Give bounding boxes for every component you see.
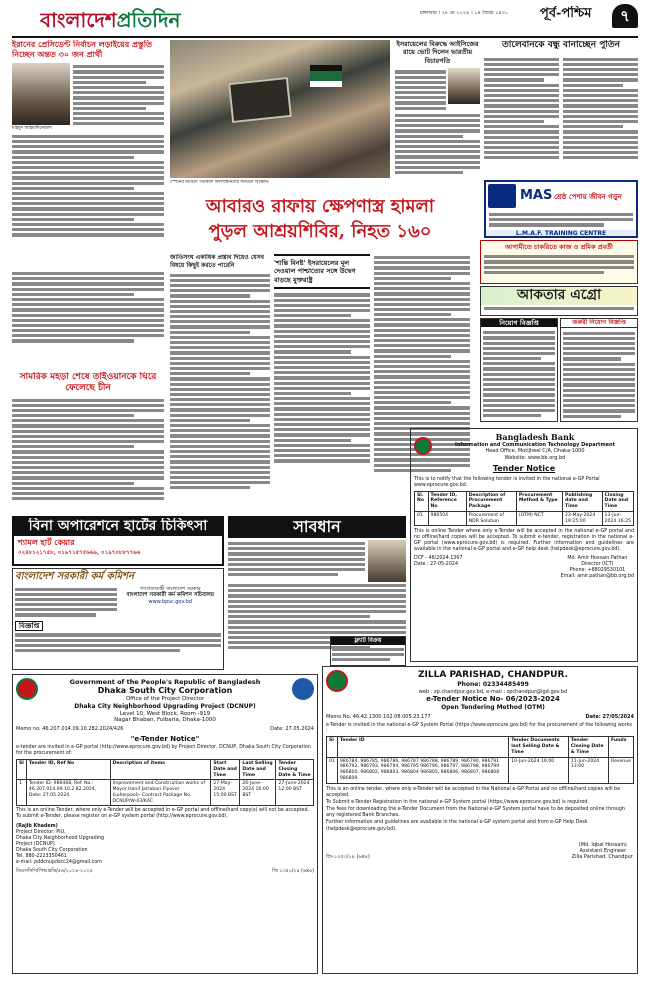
dscc-signer: [16, 824, 314, 866]
chandpur-phone: Phone: 02334485499: [457, 681, 529, 689]
bb-tender-table: [414, 491, 634, 527]
chandpur-header-2: Tender Documents last Selling Date & Time: [509, 737, 569, 757]
masthead-rule: [12, 36, 638, 38]
bb-signer-title: Director (ICT): [581, 562, 614, 568]
coaching-ad: [480, 240, 638, 284]
bb-cell-0-1: 986504: [428, 511, 466, 525]
story-rafah-headline-2: পুড়ল আশ্রয়শিবির, নিহত ১৬০: [208, 221, 432, 243]
dscc-signer-line-1: Dhaka City Neighborhood Upgrading: [16, 836, 105, 842]
ahmadinejad-photo: [12, 63, 70, 125]
photo-caption: মাহমুদ আহমাদিনেজাদ: [12, 126, 52, 132]
coaching-ad-headline: আগামীতে চাকরিতে কাজ ও শ্রমিক প্রবর্তী: [505, 243, 613, 251]
flat-sale-ad: [330, 636, 406, 666]
chandpur-header-4: Funds: [608, 737, 633, 757]
bb-tender-note: This is online Tender where only e-Tender will be accepted in the national e-GP portal and no offline/hard copies will be accepted. To submit e-tender, registration in the national e-GP portal (www.eprocure.gov.bd) is required. Further information and guidelines are available in the national e-GP portal and e-GP help desk (helpdesk@eprocure.gov.bd).: [414, 529, 634, 553]
bangladesh-bank-logo: [414, 437, 432, 455]
newspaper-logo: [40, 8, 210, 36]
story-putin-headline: তালেবানকে বন্ধু বানাচ্ছেন পুতিন: [501, 40, 621, 50]
dscc-header-2: Description of items: [110, 760, 211, 780]
dscc-note: This is an online Tender, where only e-Tender will be accepted in e-GP portal and offline/hard copy(s) will not be accepted. To submit e-Tender, please register on e-GP system portal (http://www.eprocure.gov.bd).: [16, 808, 310, 820]
chandpur-date: Date: 27/05/2024: [585, 714, 634, 721]
bb-phone: Phone: +88029530101: [569, 568, 626, 574]
bb-cell-0-5: 13-Jun-2024 16:25: [602, 511, 633, 525]
bb-header-2: Description of Procurement Package: [466, 491, 516, 511]
dscc-addr1: Level 10, West Block, Room -919: [119, 710, 211, 717]
dscc-header-1: Tender ID, Ref No: [26, 760, 110, 780]
dscc-signer-line-5: e-mail: pddcnupdscc24@gmail.com: [16, 860, 102, 866]
psc-notice-label: বিজ্ঞপ্তি: [15, 621, 43, 632]
chandpur-header-0: Sl: [327, 737, 338, 757]
story-icj-headline: ইসরায়েলের বিরুদ্ধে আইসিজের রায়ে ভোট দিলেন ভারতীয় বিচারপতি: [396, 40, 479, 65]
rafah-pullquote-box: [274, 254, 370, 289]
chandpur-notice-no: e-Tender Notice No- 06/2023-2024: [426, 695, 560, 703]
dscc-logo-icon: [292, 678, 314, 700]
story-rafah-headline-block: [170, 194, 470, 252]
story-taiwan: [12, 372, 164, 512]
page-number: ৭: [612, 4, 638, 28]
chandpur-title: ZILLA PARISHAD, CHANDPUR.: [418, 670, 568, 680]
bb-header-4: Publishing date and Time: [563, 491, 603, 511]
psc-office-heading: গণপ্রজাতন্ত্রী বাংলাদেশ সরকার: [139, 585, 201, 592]
bb-header-0: Sl. No: [415, 491, 429, 511]
dscc-tender-notice: [12, 674, 318, 974]
mas-title: MAS: [520, 187, 553, 203]
urgent-job-notice-ad: [560, 318, 638, 422]
mas-ad: [484, 180, 638, 238]
dscc-office: Office of the Project Director: [125, 696, 205, 703]
dscc-memo: Memo no. 46.207.014.09.10.282.2024/426: [16, 726, 124, 733]
story-iran-continued: [12, 270, 164, 368]
logo-part-2: প্রতিদিন: [116, 8, 181, 32]
dscc-project: Dhaka City Neighborhood Upgrading Project (DCNUP): [74, 703, 256, 710]
chandpur-method: Open Tendering Method (OTM): [441, 703, 545, 711]
urgent-job-notice-title: জরুরী নিয়োগ বিজ্ঞপ্তি: [561, 319, 637, 328]
dscc-signer-line-2: Project (DCNUP): [16, 842, 55, 848]
dscc-corp: Dhaka South City Corporation: [97, 686, 233, 696]
judge-photo: [448, 68, 480, 104]
akotar-agro-ad: [480, 286, 638, 316]
table-row: [17, 780, 314, 806]
bb-header-5: Closing Date and Time: [602, 491, 633, 511]
psc-office-name: বাংলাদেশ সরকারী কর্ম কমিশন সচিবালয়: [126, 591, 214, 598]
chandpur-cell-0-2: 10-Jun-2024 16:00: [509, 757, 569, 783]
rafah-protest-photo: [170, 40, 390, 178]
dscc-header-0: Sl: [17, 760, 27, 780]
bb-signer-name: Md. Amir Hossain Pathan: [567, 556, 628, 562]
story-icj: [395, 40, 480, 190]
chandpur-note-2: To Submit e-Tender Registration in the national e-GP System portal (https://www.eprocure.gov.bd) is required.: [326, 800, 589, 806]
chandpur-cell-0-4: Revenue: [608, 757, 633, 783]
chandpur-ref: জি-১৩৫৩/২৪ (৬x৪): [326, 854, 370, 861]
suspect-photo: [368, 540, 406, 582]
chandpur-signer-title: Assistant Engineer: [579, 847, 627, 854]
dscc-signer-line-3: Dhaka South City Corporation: [16, 848, 88, 854]
bb-dept: Information and Communication Technology Department: [455, 442, 615, 448]
heart-ad-title: বিনা অপারেশনে হার্টের চিকিৎসা: [14, 518, 222, 536]
gov-seal-icon: [16, 678, 38, 700]
chandpur-cell-0-0: 01: [327, 757, 338, 783]
dscc-addr2: Nagar Bhaban, Fulbaria, Dhaka-1000: [114, 717, 216, 724]
bb-cell-0-0: 01: [415, 511, 429, 525]
protest-banner: [228, 77, 292, 123]
dscc-cell-0-4: 26-June-2024 16:00 BST: [240, 780, 276, 806]
chandpur-header-3: Tender Closing Date & Time: [568, 737, 608, 757]
heart-care-ad: [12, 516, 224, 566]
bb-tender-notice: [410, 428, 638, 662]
dscc-gd: জি ১৩৫০/২৪ (৬x৪): [272, 869, 314, 875]
chandpur-web: web : zp.chandpur.gov.bd, e-mail : zpchandpur@lgd.gov.bd: [418, 688, 568, 695]
bb-date: Date : 27-05-2024: [414, 562, 459, 568]
mas-subtitle: শ্রেষ্ঠ পেশায় জীবন গড়ুন: [553, 192, 622, 201]
logo-part-1: বাংলাদেশ: [40, 8, 117, 32]
dscc-signer-name: (Rajib Khadem): [16, 824, 58, 830]
bb-cell-0-3: (OTM) NCT: [516, 511, 562, 525]
dscc-cell-0-0: 1: [17, 780, 27, 806]
story-rafah-headline-1: আবারও রাফায় ক্ষেপণাস্ত্র হামলা: [205, 196, 435, 217]
heart-ad-subtitle: শ্যামল হার্ট কেয়ার: [18, 537, 75, 547]
dscc-header-3: Start Date and Time: [211, 760, 240, 780]
dscc-title: "e-Tender Notice": [130, 734, 200, 743]
dscc-ref: ডিএসসিসি/পিআরডি/৫৬/২০২৪-২০২৫: [16, 869, 93, 875]
rafah-photo-caption: স্পেনের মাদ্রিদে গতকাল ফিলিস্তিনিদের সমর্থনে বিক্ষোভ: [170, 180, 269, 185]
bb-tender-title: Tender Notice: [492, 463, 556, 473]
bb-cell-0-4: 23-May-2024 19:25:00: [563, 511, 603, 525]
bb-org: Bangladesh Bank: [495, 432, 575, 442]
dscc-intro: e-tender are invited in e-GP portal (http://www.eprocure.gov.bd) by Project Director, DCNUP, Dhaka South City Corporation for the procurement of:: [16, 745, 311, 757]
job-notice-title: নিয়োগ বিজ্ঞপ্তি: [481, 319, 557, 327]
warning-banner: [228, 516, 406, 538]
story-rafah-col2: [274, 254, 370, 512]
chandpur-note-1: This is an online tender, where only e-Tender will be accepted in the National e-GP Portal and no offline/hard copies will be accepted.: [326, 786, 621, 799]
rafah-sidebar-headline: জাতিসংঘ একাধিক প্রস্তাব দিয়েও যেসব বিষয়ে কিছুই করতে পারেনি: [170, 254, 265, 269]
bb-header-1: Tender ID, Reference No: [428, 491, 466, 511]
psc-notice: [12, 568, 224, 670]
dscc-cell-0-2: Improvement and Construction works of Mayor Hanif Jatrabari Flyover (Lohorpool)- Contract Package No. DCNUP/W-03/KAC: [110, 780, 211, 806]
bb-cell-0-2: Procurement of NDR Solution: [466, 511, 516, 525]
akotar-name: আকতার এগ্রো: [481, 287, 637, 305]
story-iran-headline: ইরানের প্রেসিডেন্ট নির্বাচন লড়াইয়ের প্রস্তুতি নিচ্ছেন অন্তত ৩০ জন প্রার্থী: [12, 40, 153, 59]
story-iran-body: [73, 63, 164, 132]
bb-dcf: DCF - 46/2024-1367: [414, 556, 463, 562]
dscc-cell-0-1: Tender ID: 986468, Ref. No.: 46.207.014.09.10.2 82.2024, Date: 27.05.2024: [26, 780, 110, 806]
dscc-gov: Government of the People's Republic of Bangladesh: [69, 678, 261, 686]
rafah-pullquote: 'শান্তি বিনষ্ট' ইসরায়েলের মূল দেওয়াল পাশ্চাত্যের সঙ্গে উদ্বেগ বাড়ছে যুক্তরাষ্ট্র: [274, 259, 356, 284]
story-iran: [12, 40, 164, 270]
issue-date: মঙ্গলবার । ২৮ মে ২০২৪ । ১৪ জ্যৈষ্ঠ ১৪৩১: [420, 10, 509, 16]
dscc-cell-0-3: 27-May-2024 15:00 BST: [211, 780, 240, 806]
bb-tender-intro: This is to notify that the following tender is invited in the national e-GP Portal www.eprocure.gov.bd:: [414, 476, 600, 488]
warning-title: সাবধান: [293, 517, 341, 536]
dscc-cell-0-5: 27-June-2024 12:00 BST: [276, 780, 314, 806]
chandpur-tender-notice: [322, 666, 638, 974]
chandpur-signer-name: (Md. Iqbal Hossain): [578, 841, 627, 848]
table-row: [327, 757, 634, 783]
story-rafah-col1: [170, 254, 270, 512]
lmaf-name: L.M.A.F. TRAINING CENTRE: [486, 230, 636, 238]
bb-header-3: Procurement Method & Type: [516, 491, 562, 511]
psc-website: www.bpsc.gov.bd: [148, 598, 192, 605]
flat-sale-title: ফ্ল্যাট বিক্রয়: [331, 637, 405, 645]
chandpur-header-1: Tender ID: [337, 737, 508, 757]
dscc-signer-line-4: Tel. 880-2223350461: [16, 854, 67, 860]
dscc-header-4: Last Selling Date and Time: [240, 760, 276, 780]
chandpur-memo: Memo No. 46.42.1300.102.08.005.23.177: [326, 714, 431, 721]
story-putin: [484, 40, 638, 178]
psc-logo-text: বাংলাদেশ সরকারী কর্ম কমিশন: [15, 571, 134, 582]
dscc-signer-line-0: Project Director, PIU,: [16, 830, 66, 836]
dscc-date: Date: 27.05.2024: [270, 726, 314, 733]
chandpur-signer-org: Zilla Parishad, Chandpur.: [571, 854, 634, 861]
gov-seal-icon: [326, 670, 348, 692]
bb-office: Head Office, Motijheel C/A, Dhaka-1000: [485, 448, 585, 455]
chandpur-note-4: Further information and guidelines are available in the national e-GP system portal and from e-GP Help Desk (helpdesk@eprocure.gov.bd).: [326, 820, 588, 832]
chandpur-note-3: The fees for downloading the e-Tender Document from the National e-GP System portal have to be deposited online through any registered Bank Branches.: [326, 806, 625, 819]
section-name: পূর্ব-পশ্চিম: [540, 6, 592, 21]
heart-ad-phone: ০২৪৮১২১৭৫৮, ০১৯৭১৫৭৫৬৬৯, ০১৯৭০৮৮৭৭৬৬: [18, 549, 141, 556]
chandpur-cell-0-1: 986784, 986785, 986786, 986787 986788, 986789, 986790, 986791 986792, 986793, 986794, 986795 986796, 986797, 986798, 986799 986800, 986802, 986803, 986804 986805, 986806, 986807, 986808 986809: [337, 757, 508, 783]
dscc-tender-table: [16, 759, 314, 806]
palestine-flag: [310, 65, 342, 87]
bb-website: Website: www.bb.org.bd: [504, 454, 566, 461]
chandpur-cell-0-3: 11-Jun-2024 13:00: [568, 757, 608, 783]
bb-email: Email: amir.pathan@bb.org.bd: [560, 574, 634, 580]
chandpur-intro: e-Tender is invited in the national e-GP System Portal (https://www.eprocure.gov.bd) for the procurement of the following works :: [326, 722, 632, 734]
chandpur-tender-table: [326, 736, 634, 783]
job-notice-ad: [480, 318, 558, 422]
ship-icon: [488, 184, 516, 208]
dscc-header-5: Tender Closing Date & Time: [276, 760, 314, 780]
table-row: [415, 511, 634, 525]
story-taiwan-headline: সামরিক মহড়া শেষে তাইওয়ানকে ঘিরে ফেলেছে চীন: [19, 372, 157, 394]
